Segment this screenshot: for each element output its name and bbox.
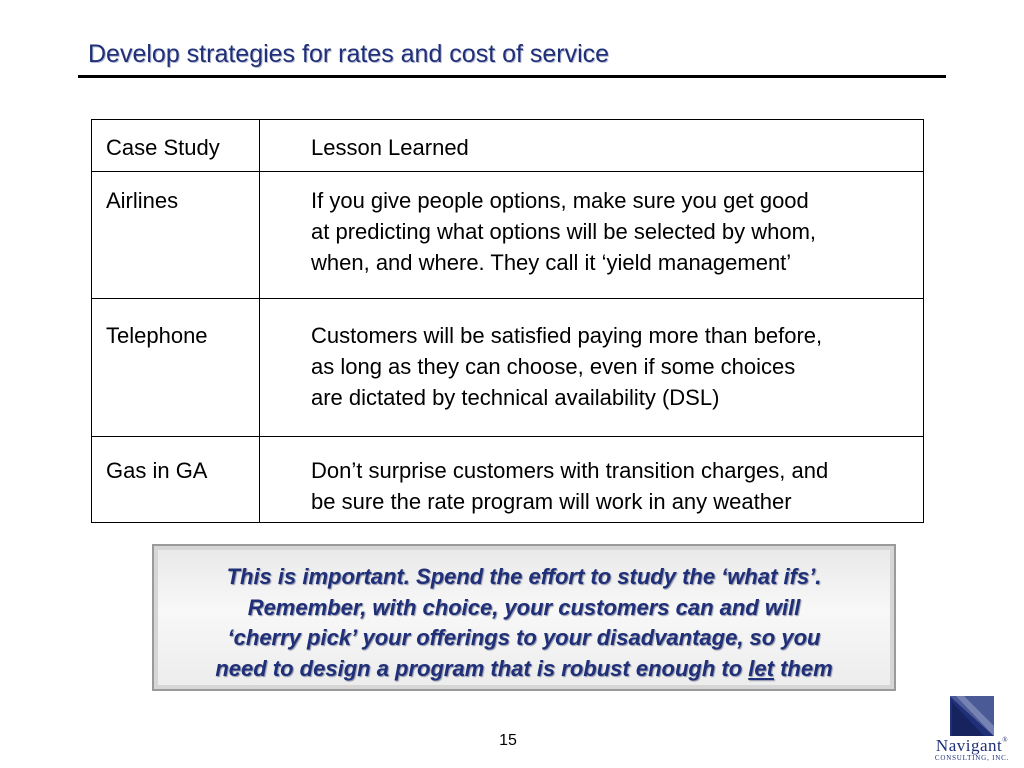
lesson-telephone — [311, 320, 916, 413]
callout-line: This is important. Spend the effort to study the ‘what ifs’. — [226, 564, 822, 589]
row-divider — [92, 298, 923, 299]
emphasis-let: let — [748, 655, 774, 681]
navigant-logo — [922, 696, 1022, 764]
lesson-line: Customers will be satisfied paying more than before, — [311, 323, 823, 348]
case-telephone: Telephone — [106, 323, 208, 348]
row-divider — [92, 171, 923, 172]
lesson-line: Don’t surprise customers with transition charges, and — [311, 458, 829, 483]
header-lesson-learned: Lesson Learned — [311, 135, 469, 160]
callout-text — [162, 562, 886, 684]
callout-line: ‘cherry pick’ your offerings to your disadvantage, so you — [227, 625, 821, 650]
lesson-airlines — [311, 185, 916, 278]
page-number: 15 — [499, 732, 517, 749]
logo-wordmark: Navigant® — [935, 736, 1009, 755]
case-gas-in-ga: Gas in GA — [106, 458, 208, 483]
callout-box — [152, 544, 896, 691]
lesson-line: at predicting what options will be selected by whom, — [311, 219, 817, 244]
callout-text-segment: need to design a program that is robust enough to — [215, 655, 749, 681]
callout-line: Remember, with choice, your customers can and will — [247, 594, 801, 620]
lesson-line: as long as they can choose, even if some choices — [311, 354, 796, 379]
lesson-line: when, and where. They call it ‘yield management’ — [311, 250, 792, 275]
header-case-study: Case Study — [106, 135, 220, 160]
title-underline — [78, 75, 946, 78]
lesson-line: If you give people options, make sure you get good — [311, 188, 809, 213]
lesson-line: are dictated by technical availability (DSL) — [311, 385, 720, 410]
lesson-line: be sure the rate program will work in any weather — [311, 489, 792, 514]
case-airlines: Airlines — [106, 188, 179, 213]
lesson-gas-in-ga — [311, 455, 916, 517]
logo-subtitle: CONSULTING, INC. — [934, 754, 1010, 762]
column-divider — [259, 120, 260, 522]
callout-text-segment: them — [773, 655, 833, 681]
callout-line — [162, 654, 886, 685]
slide-title: Develop strategies for rates and cost of service — [88, 40, 610, 68]
row-divider — [92, 436, 923, 437]
case-study-table — [91, 119, 924, 523]
navigant-logo-mark-icon — [950, 696, 994, 736]
